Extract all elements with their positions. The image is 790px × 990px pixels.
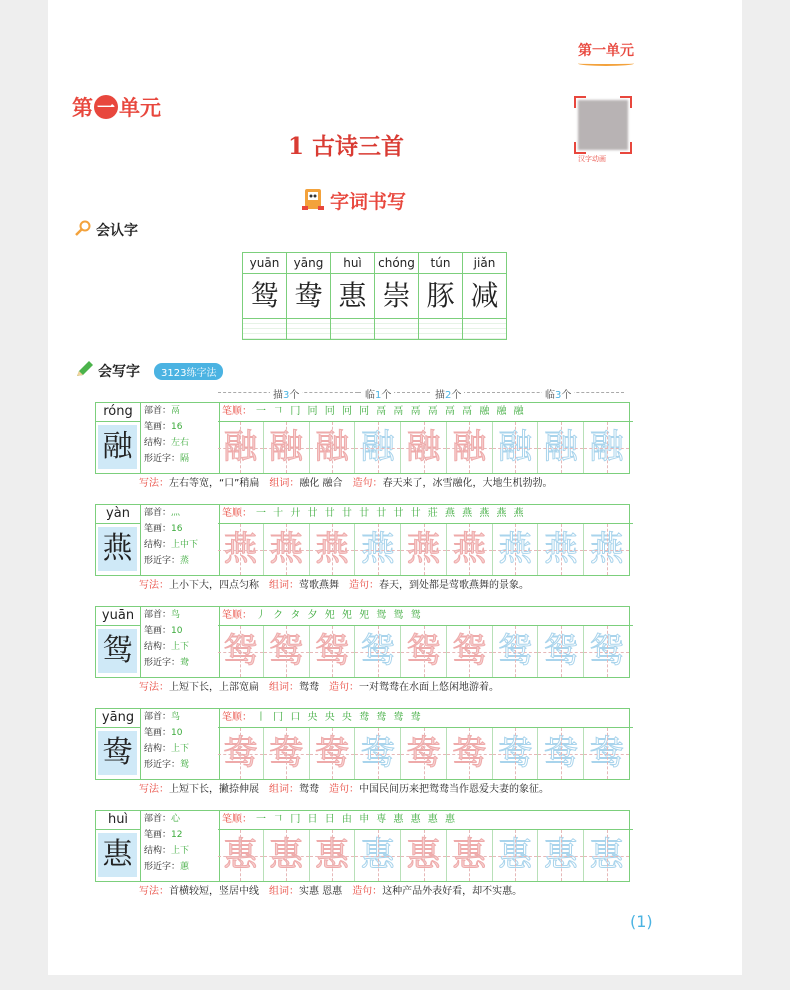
order-strokes: 一 𠃍 冂 冋 冋 冋 冋 鬲 鬲 鬲 鬲 鬲 鬲 融 融 融: [256, 406, 526, 417]
practice-cell[interactable]: 鸳: [538, 626, 584, 677]
stroke-order: [218, 709, 633, 728]
words-label: 组词：: [269, 580, 299, 591]
char-info: [142, 811, 220, 881]
stroke-order: [218, 607, 633, 626]
char-box: [95, 708, 630, 780]
pinyin: yāng: [287, 253, 330, 274]
char-box: [95, 402, 630, 474]
radical-label: 部首：: [144, 406, 172, 416]
stroke-order: [218, 403, 633, 422]
strokes-value: 16: [171, 422, 183, 432]
trace-cell[interactable]: 鸯: [401, 728, 447, 779]
words-text: 鸳鸯: [299, 682, 319, 693]
order-label: 笔顺：: [222, 406, 252, 417]
strokes-label: 笔画：: [144, 422, 172, 432]
strokes-value: 10: [171, 728, 183, 738]
trace-cell[interactable]: 融: [401, 422, 447, 473]
practice-cell[interactable]: 燕: [493, 524, 539, 575]
structure-value: 上下: [171, 744, 190, 754]
stroke-order: [218, 811, 633, 830]
hanzi: 减: [463, 274, 506, 319]
recognize-heading: [74, 220, 138, 240]
radical-value: 心: [171, 814, 181, 824]
strokes-value: 16: [171, 524, 183, 534]
trace-cell[interactable]: 鸳: [264, 626, 310, 677]
practice-line[interactable]: [419, 319, 462, 339]
order-strokes: 一 𠃍 冂 日 日 由 申 専 惠 惠 惠 惠: [256, 814, 457, 825]
qr-corner-icon: [620, 96, 632, 108]
unit-label-post: 单元: [119, 96, 161, 120]
trace-cell[interactable]: 燕: [218, 524, 264, 575]
method-label: 写法：: [139, 478, 169, 489]
trace-cell[interactable]: 惠: [447, 830, 493, 881]
char-info: [142, 709, 220, 779]
practice-cell[interactable]: 惠: [584, 830, 629, 881]
strokes-label: 笔画：: [144, 830, 172, 840]
hanzi: 鸯: [287, 274, 330, 319]
practice-cell[interactable]: 燕: [584, 524, 629, 575]
legend-count: 3: [283, 390, 290, 401]
recognize-title: 会认字: [96, 223, 138, 239]
practice-cell[interactable]: 惠: [493, 830, 539, 881]
order-label: 笔顺：: [222, 610, 252, 621]
legend-trace-3: [270, 386, 302, 401]
structure-label: 结构：: [144, 642, 172, 652]
words-text: 融化 融合: [299, 478, 343, 489]
method-text: 左右等宽，“口”稍扁: [169, 478, 260, 489]
book-mascot-icon: [300, 186, 326, 214]
legend-unit: 个: [561, 390, 572, 401]
similar-value: 隔: [180, 454, 190, 464]
practice-cell[interactable]: 惠: [355, 830, 401, 881]
similar-label: 形近字：: [144, 760, 181, 770]
practice-grid: [218, 728, 629, 779]
sentence-text: 春天，到处都是莺歌燕舞的景象。: [379, 580, 529, 591]
trace-cell[interactable]: 鸳: [218, 626, 264, 677]
order-label: 笔顺：: [222, 712, 252, 723]
legend-verb: 临: [365, 390, 375, 401]
method-label: 写法：: [139, 580, 169, 591]
trace-cell[interactable]: 鸳: [447, 626, 493, 677]
char-info: [142, 505, 220, 575]
stroke-order: [218, 505, 633, 524]
section-title: 字词书写: [330, 190, 407, 213]
section-heading: [300, 186, 406, 214]
trace-cell[interactable]: 鸯: [264, 728, 310, 779]
similar-value: 蒸: [180, 556, 190, 566]
sentence-text: 一对鸳鸯在水面上悠闲地游着。: [359, 682, 499, 693]
char-hanzi: 燕: [98, 527, 137, 571]
words-label: 组词：: [269, 478, 300, 489]
legend-verb: 临: [545, 390, 555, 401]
sentence-label: 造句：: [352, 478, 383, 489]
strokes-label: 笔画：: [144, 524, 172, 534]
usage-line: [139, 882, 522, 897]
char-card: [96, 811, 141, 881]
structure-label: 结构：: [144, 744, 172, 754]
words-text: 莺歌燕舞: [299, 580, 339, 591]
lesson-title: 1 古诗三首: [288, 133, 405, 160]
radical-label: 部首：: [144, 508, 172, 518]
trace-cell[interactable]: 燕: [310, 524, 356, 575]
structure-label: 结构：: [144, 438, 172, 448]
page-number: (1): [630, 912, 653, 931]
qr-code[interactable]: [574, 96, 632, 154]
qr-corner-icon: [574, 142, 586, 154]
recognize-cell: [287, 253, 331, 339]
radical-label: 部首：: [144, 610, 172, 620]
method-badge[interactable]: 3123练字法: [154, 363, 223, 380]
trace-cell[interactable]: 融: [447, 422, 493, 473]
order-strokes: 丿 ク タ 夕 夗 夗 夗 鸳 鸳 鸳: [256, 610, 423, 621]
practice-line[interactable]: [331, 319, 374, 339]
write-title: 会写字: [98, 364, 140, 380]
structure-value: 上中下: [171, 540, 199, 550]
practice-cell[interactable]: 惠: [538, 830, 584, 881]
legend-count: 2: [445, 390, 452, 401]
method-text: 上短下长，撇捺伸展: [169, 784, 259, 795]
legend-verb: 描: [435, 390, 445, 401]
hanzi: 鸳: [243, 274, 286, 319]
practice-grid: [218, 830, 629, 881]
words-label: 组词：: [269, 886, 299, 897]
sentence-text: 这种产品外表好看，却不实惠。: [382, 886, 523, 897]
char-pinyin: yàn: [96, 505, 140, 524]
legend-unit: 个: [381, 390, 392, 401]
unit-label-pre: 第: [72, 96, 93, 120]
trace-cell[interactable]: 鸯: [447, 728, 493, 779]
usage-line: [139, 678, 499, 693]
method-text: 上小下大，四点匀称: [169, 580, 259, 591]
usage-line: [139, 474, 553, 489]
write-heading: [74, 360, 223, 382]
radical-value: 鸟: [171, 712, 181, 722]
legend-copy-3: [542, 386, 574, 401]
recognize-cell: [419, 253, 463, 339]
practice-cell[interactable]: 鸳: [584, 626, 629, 677]
similar-label: 形近字：: [144, 862, 181, 872]
sentence-label: 造句：: [352, 886, 383, 897]
sentence-text: 春天来了，冰雪融化，大地生机勃勃。: [382, 478, 553, 489]
char-card: [96, 709, 141, 779]
practice-cell[interactable]: 鸳: [493, 626, 539, 677]
pinyin: huì: [331, 253, 374, 274]
radical-label: 部首：: [144, 814, 172, 824]
practice-cell[interactable]: 鸯: [355, 728, 401, 779]
order-label: 笔顺：: [222, 508, 252, 519]
hanzi: 崇: [375, 274, 418, 319]
trace-cell[interactable]: 燕: [447, 524, 493, 575]
recognize-cell: [331, 253, 375, 339]
radical-value: 灬: [171, 508, 181, 518]
radical-value: 鸟: [171, 610, 181, 620]
trace-cell[interactable]: 融: [218, 422, 264, 473]
similar-label: 形近字：: [144, 454, 181, 464]
structure-value: 上下: [171, 846, 190, 856]
practice-cell[interactable]: 融: [538, 422, 584, 473]
char-box: [95, 504, 630, 576]
pinyin: chóng: [375, 253, 418, 274]
practice-cell[interactable]: 融: [493, 422, 539, 473]
strokes-value: 12: [171, 830, 183, 840]
sentence-label: 造句：: [329, 682, 359, 693]
practice-cell[interactable]: 鸯: [493, 728, 539, 779]
char-card: [96, 607, 141, 677]
trace-cell[interactable]: 融: [310, 422, 356, 473]
legend-unit: 个: [289, 390, 300, 401]
practice-line[interactable]: [287, 319, 330, 339]
qr-corner-icon: [574, 96, 586, 108]
practice-cell[interactable]: 融: [355, 422, 401, 473]
legend-count: 1: [375, 390, 382, 401]
practice-line[interactable]: [243, 319, 286, 339]
practice-cell[interactable]: 鸯: [584, 728, 629, 779]
similar-label: 形近字：: [144, 658, 181, 668]
pinyin: yuān: [243, 253, 286, 274]
trace-cell[interactable]: 惠: [310, 830, 356, 881]
practice-cell[interactable]: 燕: [538, 524, 584, 575]
structure-value: 左右: [171, 438, 190, 448]
char-hanzi: 惠: [98, 833, 137, 877]
pencil-icon: [74, 360, 94, 382]
practice-grid: [218, 422, 629, 473]
trace-cell[interactable]: 融: [264, 422, 310, 473]
trace-cell[interactable]: 鸳: [401, 626, 447, 677]
similar-label: 形近字：: [144, 556, 181, 566]
trace-cell[interactable]: 鸯: [310, 728, 356, 779]
order-strokes: 一 十 廾 廿 廿 廿 廿 廿 廿 廿 莊 燕 燕 燕 燕 燕: [256, 508, 526, 519]
qr-corner-icon: [620, 142, 632, 154]
char-hanzi: 鸳: [98, 629, 137, 673]
words-label: 组词：: [269, 784, 299, 795]
recognize-table: [242, 252, 507, 340]
words-text: 鸳鸯: [299, 784, 319, 795]
method-label: 写法：: [139, 784, 169, 795]
similar-value: 鸯: [180, 658, 190, 668]
radical-label: 部首：: [144, 712, 172, 722]
practice-cell[interactable]: 融: [584, 422, 629, 473]
trace-cell[interactable]: 鸯: [218, 728, 264, 779]
legend-verb: 描: [273, 390, 283, 401]
structure-value: 上下: [171, 642, 190, 652]
words-text: 实惠 恩惠: [299, 886, 343, 897]
magnifier-icon: [74, 220, 92, 240]
char-card: [96, 403, 141, 473]
similar-value: 蕙: [180, 862, 190, 872]
legend-trace-2: [432, 386, 464, 401]
sentence-text: 中国民间历来把鸳鸯当作恩爱夫妻的象征。: [359, 784, 549, 795]
char-pinyin: yāng: [96, 709, 140, 728]
method-label: 写法：: [139, 682, 169, 693]
practice-cell[interactable]: 鸳: [355, 626, 401, 677]
order-strokes: 丨 冂 口 央 央 央 鸯 鸯 鸯 鸯: [256, 712, 423, 723]
hanzi: 惠: [331, 274, 374, 319]
unit-title: [72, 92, 161, 122]
usage-line: [139, 576, 529, 591]
char-card: [96, 505, 141, 575]
strokes-value: 10: [171, 626, 183, 636]
char-pinyin: róng: [96, 403, 140, 422]
trace-cell[interactable]: 惠: [218, 830, 264, 881]
radical-value: 鬲: [171, 406, 181, 416]
practice-line[interactable]: [463, 319, 506, 339]
char-box: [95, 810, 630, 882]
similar-value: 鸳: [180, 760, 190, 770]
practice-cell[interactable]: 鸯: [538, 728, 584, 779]
practice-cell[interactable]: 燕: [355, 524, 401, 575]
legend-unit: 个: [451, 390, 462, 401]
unit-number: 一: [94, 95, 118, 119]
char-box: [95, 606, 630, 678]
trace-cell[interactable]: 燕: [264, 524, 310, 575]
structure-label: 结构：: [144, 846, 172, 856]
strokes-label: 笔画：: [144, 728, 172, 738]
running-header: 第一单元: [578, 40, 634, 60]
pinyin: tún: [419, 253, 462, 274]
method-label: 写法：: [139, 886, 169, 897]
qr-label: 汉字动画: [578, 155, 606, 163]
recognize-cell: [243, 253, 287, 339]
practice-grid: [218, 626, 629, 677]
char-info: [142, 403, 220, 473]
char-info: [142, 607, 220, 677]
trace-cell[interactable]: 惠: [401, 830, 447, 881]
sentence-label: 造句：: [349, 580, 379, 591]
char-pinyin: huì: [96, 811, 140, 830]
char-hanzi: 鸯: [98, 731, 137, 775]
practice-line[interactable]: [375, 319, 418, 339]
trace-cell[interactable]: 惠: [264, 830, 310, 881]
structure-label: 结构：: [144, 540, 172, 550]
trace-cell[interactable]: 燕: [401, 524, 447, 575]
legend-copy-1: [362, 386, 394, 401]
legend-count: 3: [555, 390, 562, 401]
trace-cell[interactable]: 鸳: [310, 626, 356, 677]
method-text: 上短下长，上部宽扁: [169, 682, 259, 693]
practice-grid: [218, 524, 629, 575]
recognize-cell: [463, 253, 506, 339]
pinyin: jiǎn: [463, 253, 506, 274]
method-text: 首横较短，竖居中线: [169, 886, 259, 897]
order-label: 笔顺：: [222, 814, 252, 825]
hanzi: 豚: [419, 274, 462, 319]
char-pinyin: yuān: [96, 607, 140, 626]
usage-line: [139, 780, 549, 795]
char-hanzi: 融: [98, 425, 137, 469]
recognize-cell: [375, 253, 419, 339]
strokes-label: 笔画：: [144, 626, 172, 636]
words-label: 组词：: [269, 682, 299, 693]
sentence-label: 造句：: [329, 784, 359, 795]
